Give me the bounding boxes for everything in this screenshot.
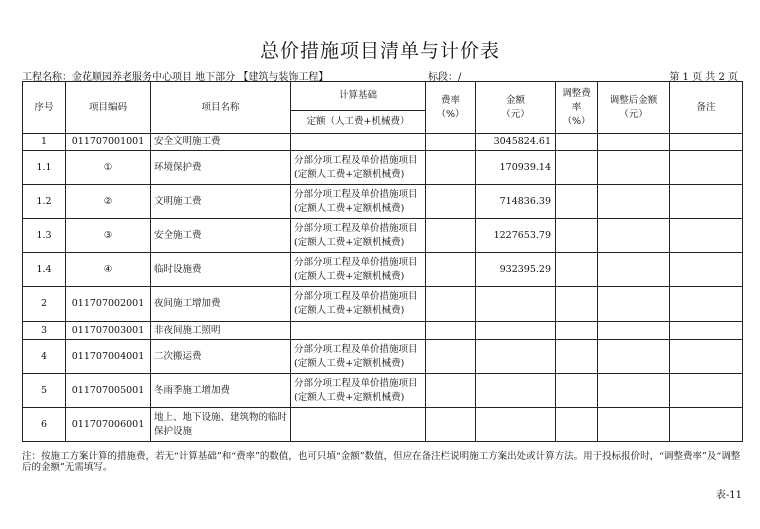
cell-name: 环境保护费 bbox=[151, 151, 291, 185]
header-adj-amount bbox=[598, 82, 670, 134]
cell-adj-rate bbox=[556, 253, 598, 287]
cell-basis: 分部分项工程及单价措施项目(定额人工费+定额机械费) bbox=[291, 185, 426, 219]
cell-code: 011707001001 bbox=[66, 134, 151, 151]
cell-adj-rate bbox=[556, 287, 598, 322]
form-number: 表-11 bbox=[715, 490, 742, 501]
header-amount bbox=[476, 82, 556, 134]
cell-code: 011707005001 bbox=[66, 374, 151, 408]
cell-rate bbox=[426, 374, 476, 408]
cell-seq: 1.1 bbox=[23, 151, 66, 185]
cell-adj-rate bbox=[556, 185, 598, 219]
cell-code: ③ bbox=[66, 219, 151, 253]
cell-adj-rate bbox=[556, 374, 598, 408]
cell-name: 安全施工费 bbox=[151, 219, 291, 253]
cell-basis: 分部分项工程及单价措施项目(定额人工费+定额机械费) bbox=[291, 151, 426, 185]
cell-amount: 714836.39 bbox=[476, 185, 556, 219]
cell-adj-amount bbox=[598, 287, 670, 322]
table-row bbox=[23, 253, 743, 287]
cell-seq: 1.4 bbox=[23, 253, 66, 287]
table-row bbox=[23, 219, 743, 253]
cell-remark bbox=[670, 253, 743, 287]
header-rate-unit: （%） bbox=[436, 108, 465, 120]
cell-adj-amount bbox=[598, 151, 670, 185]
cell-adj-amount bbox=[598, 322, 670, 340]
cell-seq: 1.2 bbox=[23, 185, 66, 219]
cell-code: 011707006001 bbox=[66, 408, 151, 442]
cell-adj-amount bbox=[598, 185, 670, 219]
project-name: 工程名称：金花顺园养老服务中心项目 地下部分 【建筑与装饰工程】 bbox=[22, 72, 329, 83]
cell-rate bbox=[426, 287, 476, 322]
cell-rate bbox=[426, 322, 476, 340]
cell-amount bbox=[476, 408, 556, 442]
header-code: 项目编码 bbox=[66, 82, 151, 134]
cell-rate bbox=[426, 408, 476, 442]
table-row bbox=[23, 374, 743, 408]
cell-remark bbox=[670, 287, 743, 322]
cell-rate bbox=[426, 151, 476, 185]
cell-rate bbox=[426, 185, 476, 219]
cell-name: 二次搬运费 bbox=[151, 340, 291, 374]
cell-code: 011707004001 bbox=[66, 340, 151, 374]
cell-rate bbox=[426, 134, 476, 151]
cell-name: 临时设施费 bbox=[151, 253, 291, 287]
cell-seq: 2 bbox=[23, 287, 66, 322]
cell-code: ① bbox=[66, 151, 151, 185]
cell-basis bbox=[291, 134, 426, 151]
cell-adj-amount bbox=[598, 408, 670, 442]
cell-name: 安全文明施工费 bbox=[151, 134, 291, 151]
cell-seq: 3 bbox=[23, 322, 66, 340]
cell-amount bbox=[476, 322, 556, 340]
header-name: 项目名称 bbox=[151, 82, 291, 134]
cell-adj-amount bbox=[598, 219, 670, 253]
cell-adj-rate bbox=[556, 340, 598, 374]
cell-adj-amount bbox=[598, 340, 670, 374]
cell-adj-rate bbox=[556, 134, 598, 151]
header-adj-rate bbox=[556, 82, 598, 134]
section-label: 标段：/ bbox=[428, 72, 462, 83]
cell-remark bbox=[670, 340, 743, 374]
cell-amount: 932395.29 bbox=[476, 253, 556, 287]
cell-remark bbox=[670, 408, 743, 442]
measures-table bbox=[22, 81, 743, 442]
cell-amount bbox=[476, 287, 556, 322]
cell-name: 文明施工费 bbox=[151, 185, 291, 219]
cell-adj-amount bbox=[598, 134, 670, 151]
header-rate-label: 费率 bbox=[440, 94, 460, 106]
cell-amount: 170939.14 bbox=[476, 151, 556, 185]
header-adj-amount-label: 调整后金额 bbox=[609, 94, 658, 106]
page-title: 总价措施项目清单与计价表 bbox=[259, 40, 500, 62]
cell-seq: 4 bbox=[23, 340, 66, 374]
header-rate bbox=[426, 82, 476, 134]
cell-basis: 分部分项工程及单价措施项目(定额人工费+定额机械费) bbox=[291, 374, 426, 408]
header-adj-rate-label: 调整费率 bbox=[562, 87, 591, 113]
cell-basis: 分部分项工程及单价措施项目(定额人工费+定额机械费) bbox=[291, 287, 426, 322]
table-row bbox=[23, 134, 743, 151]
header-amount-unit: （元） bbox=[501, 108, 530, 120]
cell-adj-rate bbox=[556, 408, 598, 442]
cell-remark bbox=[670, 151, 743, 185]
header-seq: 序号 bbox=[23, 82, 66, 134]
cell-seq: 1 bbox=[23, 134, 66, 151]
cell-adj-rate bbox=[556, 322, 598, 340]
cell-basis bbox=[291, 408, 426, 442]
header-basis: 计算基础 bbox=[291, 82, 426, 111]
table-row bbox=[23, 408, 743, 442]
cell-name: 地上、地下设施、建筑物的临时保护设施 bbox=[151, 408, 291, 442]
cell-seq: 5 bbox=[23, 374, 66, 408]
cell-rate bbox=[426, 253, 476, 287]
table-row bbox=[23, 340, 743, 374]
table-row bbox=[23, 151, 743, 185]
cell-rate bbox=[426, 340, 476, 374]
cell-adj-amount bbox=[598, 253, 670, 287]
cell-code: 011707003001 bbox=[66, 322, 151, 340]
table-row bbox=[23, 185, 743, 219]
cell-remark bbox=[670, 134, 743, 151]
cell-amount: 1227653.79 bbox=[476, 219, 556, 253]
cell-remark bbox=[670, 374, 743, 408]
cell-basis: 分部分项工程及单价措施项目(定额人工费+定额机械费) bbox=[291, 340, 426, 374]
cell-remark bbox=[670, 185, 743, 219]
cell-name: 夜间施工增加费 bbox=[151, 287, 291, 322]
cell-rate bbox=[426, 219, 476, 253]
header-basis-sub: 定额（人工费+机械费） bbox=[291, 111, 426, 134]
cell-code: ④ bbox=[66, 253, 151, 287]
cell-name: 冬雨季施工增加费 bbox=[151, 374, 291, 408]
header-adj-rate-unit: （%） bbox=[562, 115, 591, 127]
cell-seq: 1.3 bbox=[23, 219, 66, 253]
header-adj-amount-unit: （元） bbox=[619, 108, 648, 120]
cell-adj-rate bbox=[556, 219, 598, 253]
cell-basis bbox=[291, 322, 426, 340]
table-row bbox=[23, 287, 743, 322]
cell-amount bbox=[476, 374, 556, 408]
cell-remark bbox=[670, 219, 743, 253]
cell-adj-rate bbox=[556, 151, 598, 185]
cell-adj-amount bbox=[598, 374, 670, 408]
cell-basis: 分部分项工程及单价措施项目(定额人工费+定额机械费) bbox=[291, 253, 426, 287]
cell-code: 011707002001 bbox=[66, 287, 151, 322]
cell-amount bbox=[476, 340, 556, 374]
table-row bbox=[23, 322, 743, 340]
page-indicator: 第 1 页 共 2 页 bbox=[669, 72, 738, 83]
header-remark: 备注 bbox=[670, 82, 743, 134]
cell-name: 非夜间施工照明 bbox=[151, 322, 291, 340]
cell-code: ② bbox=[66, 185, 151, 219]
cell-seq: 6 bbox=[23, 408, 66, 442]
cell-basis: 分部分项工程及单价措施项目(定额人工费+定额机械费) bbox=[291, 219, 426, 253]
cell-remark bbox=[670, 322, 743, 340]
footnote: 注：按施工方案计算的措施费，若无“计算基础”和“费率”的数值，也可只填“金额”数值，但应在备注栏说明施工方案出处或计算方法。用于投标报价时，“调整费率”及“调整后的金额”无需填写。 bbox=[22, 451, 741, 473]
header-amount-label: 金额 bbox=[505, 94, 525, 106]
cell-amount: 3045824.61 bbox=[476, 134, 556, 151]
